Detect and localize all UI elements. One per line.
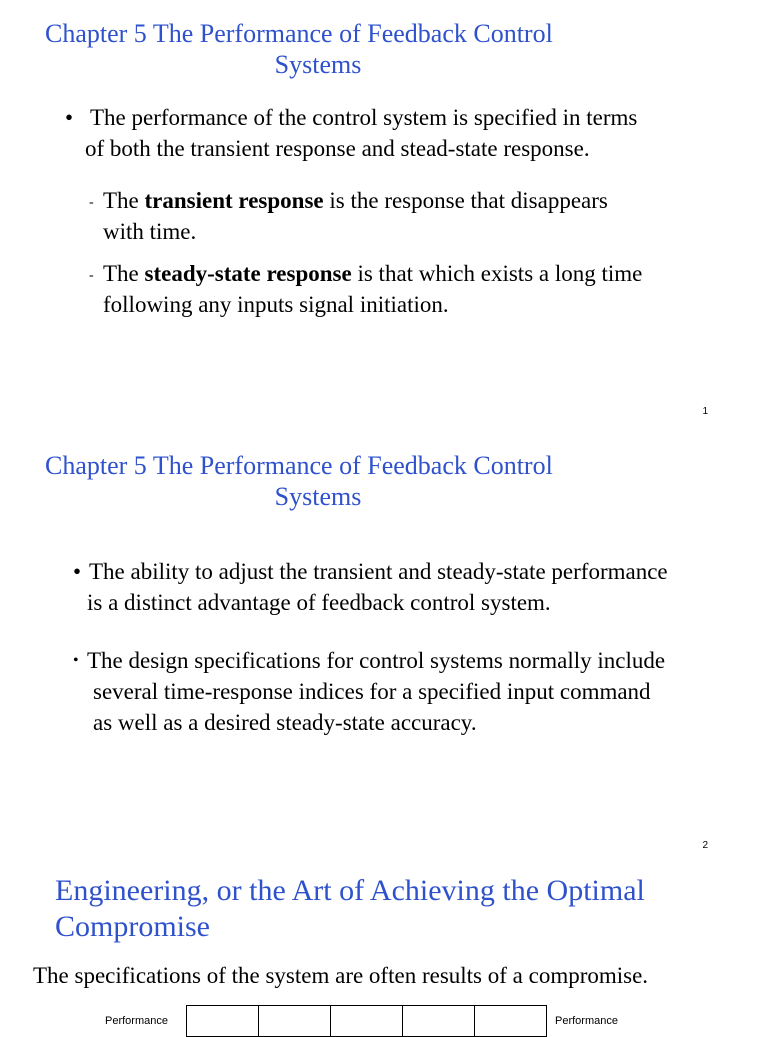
title-line-1: Chapter 5 The Performance of Feedback Control: [45, 19, 553, 48]
table-cell: [259, 1006, 331, 1037]
bullet-marker: •: [73, 559, 82, 584]
sub-text: The: [103, 261, 145, 286]
sub-item-line-2: following any inputs signal initiation.: [103, 292, 449, 317]
title-line-1: Engineering, or the Art of Achieving the Optimal: [55, 874, 645, 907]
bullet-line-2: is a distinct advantage of feedback control system.: [87, 590, 551, 615]
term-transient-response: transient response: [144, 188, 324, 213]
right-performance-label: Performance: [555, 1015, 618, 1027]
bullet-line-1: The design specifications for control systems normally include: [87, 648, 666, 673]
bullet-line-2: of both the transient response and stead-state response.: [85, 136, 590, 161]
bullet-marker: •: [65, 105, 74, 130]
page-number: 1: [702, 406, 708, 417]
slide-title: [45, 18, 591, 80]
bullet-line-1: The ability to adjust the transient and steady-state performance: [89, 559, 668, 584]
slide-2: [0, 432, 768, 864]
spec-text: The specifications of the system are often results of a compromise.: [33, 963, 649, 988]
left-performance-label: Performance: [105, 1015, 168, 1027]
table-cell: [187, 1006, 259, 1037]
compromise-diagram-table: [186, 1005, 547, 1037]
table-cell: [475, 1006, 547, 1037]
sub-text: is that which exists a long time: [351, 261, 643, 286]
sub-item-line-2: with time.: [103, 219, 197, 244]
table-cell: [403, 1006, 475, 1037]
dash-marker: -: [89, 268, 94, 283]
bullet-line-2: several time-response indices for a specified input command: [93, 679, 651, 704]
bullet-design-specs: [73, 645, 753, 738]
sub-item-line-1: [103, 258, 743, 289]
title-line-2: Systems: [274, 482, 362, 511]
sub-text: The: [103, 188, 145, 213]
page-number: 2: [702, 840, 708, 851]
title-line-1: Chapter 5 The Performance of Feedback Control: [45, 451, 553, 480]
bullet-line-3: as well as a desired steady-state accuracy.: [93, 710, 477, 735]
bullet-ability: [73, 556, 747, 618]
sub-text: is the response that disappears: [323, 188, 608, 213]
slide-title: [45, 450, 591, 512]
bullet-marker: •: [73, 652, 79, 669]
bullet-performance: [65, 102, 725, 164]
title-line-2: Systems: [274, 50, 362, 79]
sub-item-line-1: [103, 185, 723, 216]
title-line-2: Compromise: [55, 910, 210, 943]
slide-3: [0, 864, 768, 1027]
slide-title: [55, 873, 645, 945]
table-cell: [331, 1006, 403, 1037]
sub-item-transient: [89, 185, 723, 247]
term-steady-state-response: steady-state response: [144, 261, 352, 286]
slide-1: [0, 0, 768, 432]
sub-item-steady-state: [89, 258, 743, 320]
bullet-line-1: The performance of the control system is specified in terms: [90, 105, 638, 130]
dash-marker: -: [89, 195, 94, 210]
